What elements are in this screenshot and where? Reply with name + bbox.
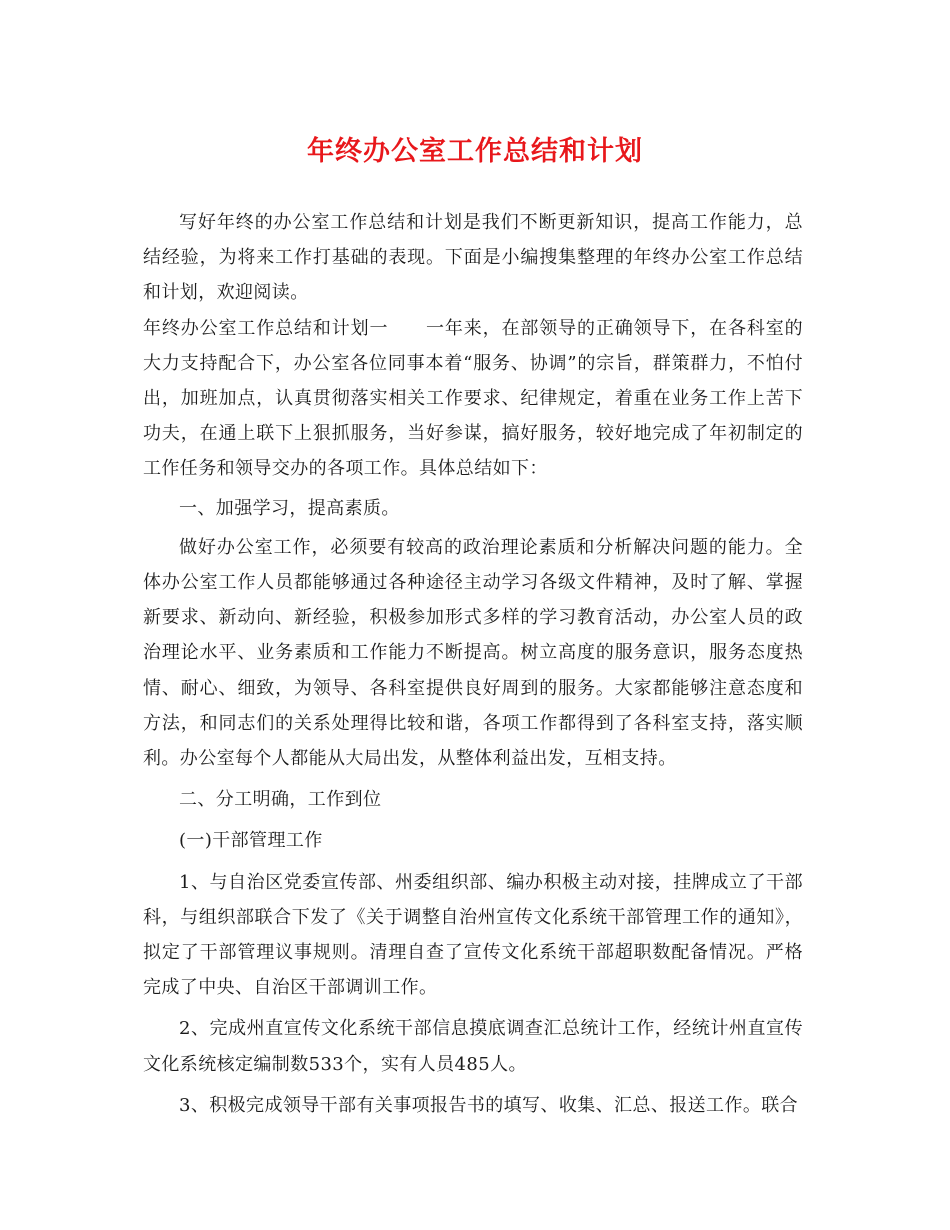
subsection-heading-1: (一)干部管理工作 xyxy=(179,830,323,852)
document-body xyxy=(143,205,803,1123)
section-heading-2: 二、分工明确，工作到位 xyxy=(179,789,382,811)
item-1-paragraph: 1、与自治区党委宣传部、州委组织部、编办积极主动对接，挂牌成立了干部科，与组织部联合下发了《关于调整自治州宣传文化系统干部管理工作的通知》，拟定了干部管理议事规则。清理自查了宣传文化系统干部超职数配备情况。严格完成了中央、自治区干部调训工作。 xyxy=(143,871,803,999)
document-title: 年终办公室工作总结和计划 xyxy=(307,136,643,167)
item-3-paragraph: 3、积极完成领导干部有关事项报告书的填写、收集、汇总、报送工作。联合 xyxy=(179,1094,799,1116)
section-1-paragraph: 做好办公室工作，必须要有较高的政治理论素质和分析解决问题的能力。全体办公室工作人员都能够通过各种途径主动学习各级文件精神，及时了解、掌握新要求、新动向、新经验，积极参加形式多样的学习教育活动，办公室人员的政治理论水平、业务素质和工作能力不断提高。树立高度的服务意识，服务态度热情、耐心、细致，为领导、各科室提供良好周到的服务。大家都能够注意态度和方法，和同志们的关系处理得比较和谐，各项工作都得到了各科室支持，落实顺利。办公室每个人都能从大局出发，从整体利益出发，互相支持。 xyxy=(143,536,803,770)
intro-paragraph: 写好年终的办公室工作总结和计划是我们不断更新知识，提高工作能力，总结经验，为将来工作打基础的表现。下面是小编搜集整理的年终办公室工作总结和计划，欢迎阅读。 xyxy=(143,212,803,304)
part-one-paragraph: 年终办公室工作总结和计划一 一年来，在部领导的正确领导下，在各科室的大力支持配合下，办公室各位同事本着“服务、协调”的宗旨，群策群力，不怕付出，加班加点，认真贯彻落实相关工作要求、纪律规定，着重在业务工作上苦下功夫，在通上联下上狠抓服务，当好参谋，搞好服务，较好地完成了年初制定的工作任务和领导交办的各项工作。具体总结如下： xyxy=(143,317,803,480)
section-heading-1: 一、加强学习，提高素质。 xyxy=(179,497,400,519)
item-2-paragraph: 2、完成州直宣传文化系统干部信息摸底调查汇总统计工作，经统计州直宣传文化系统核定编制数533个，实有人员485人。 xyxy=(143,1018,803,1075)
